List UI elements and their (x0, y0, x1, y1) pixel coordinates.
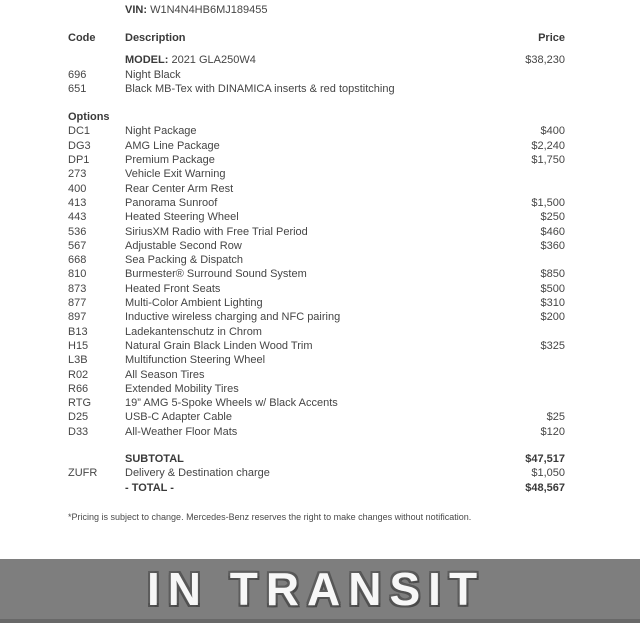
table-row (68, 53, 565, 67)
model-section (68, 53, 565, 96)
table-row (68, 167, 565, 181)
row-code: L3B (68, 354, 88, 367)
row-code: 273 (68, 168, 87, 181)
row-price: $120 (540, 425, 565, 438)
row-code: DP1 (68, 154, 90, 167)
row-price: $47,517 (525, 453, 565, 466)
table-row (68, 481, 565, 495)
row-code: ZUFR (68, 467, 98, 480)
row-description: Sea Packing & Dispatch (125, 254, 244, 267)
row-description: 19” AMG 5-Spoke Wheels w/ Black Accents (125, 397, 338, 410)
table-row (68, 325, 565, 339)
table-row (68, 267, 565, 281)
row-description: Inductive wireless charging and NFC pairing (125, 311, 341, 324)
row-code: R02 (68, 368, 89, 381)
table-row (68, 410, 565, 424)
row-price: $38,230 (525, 54, 565, 67)
row-price: $400 (540, 125, 565, 138)
row-code: 696 (68, 68, 87, 81)
row-code: 651 (68, 82, 87, 95)
row-code: 668 (68, 254, 87, 267)
table-row (68, 382, 565, 396)
row-price: $48,567 (525, 481, 565, 494)
row-description: All Season Tires (125, 368, 205, 381)
table-row (68, 139, 565, 153)
options-section-label: Options (68, 111, 110, 124)
row-description: Night Black (125, 68, 181, 81)
table-row (68, 124, 565, 138)
row-description: Panorama Sunroof (125, 196, 218, 209)
row-code: 567 (68, 239, 87, 252)
row-price: $2,240 (531, 139, 565, 152)
row-code: D33 (68, 425, 89, 438)
row-description: All-Weather Floor Mats (125, 425, 238, 438)
row-description: Premium Package (125, 154, 215, 167)
row-price: $1,750 (531, 154, 565, 167)
table-row (68, 310, 565, 324)
table-row (68, 253, 565, 267)
vin-label: VIN: (125, 4, 147, 16)
row-description: Heated Steering Wheel (125, 211, 239, 224)
row-price: $1,050 (531, 467, 565, 480)
in-transit-banner-text: IN TRANSIT (146, 563, 486, 615)
vin-value: W1N4N4HB6MJ189455 (150, 4, 268, 16)
row-price: $200 (540, 311, 565, 324)
table-row (68, 452, 565, 466)
table-row (68, 68, 565, 82)
table-row (68, 339, 565, 353)
table-row (68, 182, 565, 196)
row-code: RTG (68, 397, 92, 410)
row-description: - TOTAL - (125, 481, 174, 494)
row-description: Extended Mobility Tires (125, 382, 239, 395)
table-row (68, 368, 565, 382)
table-row (68, 82, 565, 96)
row-description: Rear Center Arm Rest (125, 182, 234, 195)
row-description: Burmester® Surround Sound System (125, 268, 307, 281)
row-price: $250 (540, 211, 565, 224)
table-row (68, 466, 565, 480)
table-row (68, 239, 565, 253)
pricing-disclaimer: *Pricing is subject to change. Mercedes-Benz reserves the right to make changes without notification. (68, 511, 472, 522)
vin-row (68, 3, 565, 17)
totals-section (68, 452, 565, 495)
row-price: $325 (540, 339, 565, 352)
row-code: 400 (68, 182, 87, 195)
row-code: 873 (68, 282, 87, 295)
row-price: $500 (540, 282, 565, 295)
row-description: Delivery & Destination charge (125, 467, 270, 480)
column-header-description: Description (125, 32, 186, 44)
row-code: B13 (68, 325, 88, 338)
row-code: D25 (68, 411, 89, 424)
in-transit-banner (0, 559, 640, 623)
row-description: Black MB-Tex with DINAMICA inserts & red topstitching (125, 82, 395, 95)
row-price: $460 (540, 225, 565, 238)
row-description: USB-C Adapter Cable (125, 411, 232, 424)
table-row (68, 153, 565, 167)
row-description: Night Package (125, 125, 197, 138)
table-row (68, 210, 565, 224)
table-row (68, 425, 565, 439)
row-description: Adjustable Second Row (125, 239, 242, 252)
table-row (68, 196, 565, 210)
row-code (68, 53, 125, 67)
table-row (68, 282, 565, 296)
row-description: AMG Line Package (125, 139, 220, 152)
row-code: DG3 (68, 139, 91, 152)
row-price: $1,500 (531, 196, 565, 209)
row-code: 443 (68, 211, 87, 224)
row-price: $360 (540, 239, 565, 252)
table-row (68, 396, 565, 410)
row-description: MODEL: 2021 GLA250W4 (125, 54, 256, 67)
row-description: Vehicle Exit Warning (125, 168, 226, 181)
row-price: $25 (546, 411, 565, 424)
row-code: H15 (68, 339, 89, 352)
row-description: SUBTOTAL (125, 453, 184, 466)
row-code: 810 (68, 268, 87, 281)
column-header-price: Price (538, 32, 565, 44)
row-code: DC1 (68, 125, 91, 138)
row-code (68, 452, 125, 466)
table-row (68, 296, 565, 310)
row-description: Heated Front Seats (125, 282, 221, 295)
column-header-code: Code (68, 32, 96, 44)
table-header-row (68, 31, 565, 45)
row-description: Multi-Color Ambient Lighting (125, 297, 263, 310)
row-price: $850 (540, 268, 565, 281)
row-code: 413 (68, 196, 87, 209)
row-description: Natural Grain Black Linden Wood Trim (125, 339, 313, 352)
row-code: 877 (68, 297, 87, 310)
row-code: 536 (68, 225, 87, 238)
row-description: Multifunction Steering Wheel (125, 354, 266, 367)
row-price: $310 (540, 297, 565, 310)
row-description: SiriusXM Radio with Free Trial Period (125, 225, 308, 238)
row-code: 897 (68, 311, 87, 324)
row-description: Ladekantenschutz in Chrom (125, 325, 262, 338)
row-code: R66 (68, 382, 89, 395)
row-code (68, 481, 125, 495)
table-row (68, 225, 565, 239)
table-row (68, 353, 565, 367)
options-section (68, 124, 565, 439)
